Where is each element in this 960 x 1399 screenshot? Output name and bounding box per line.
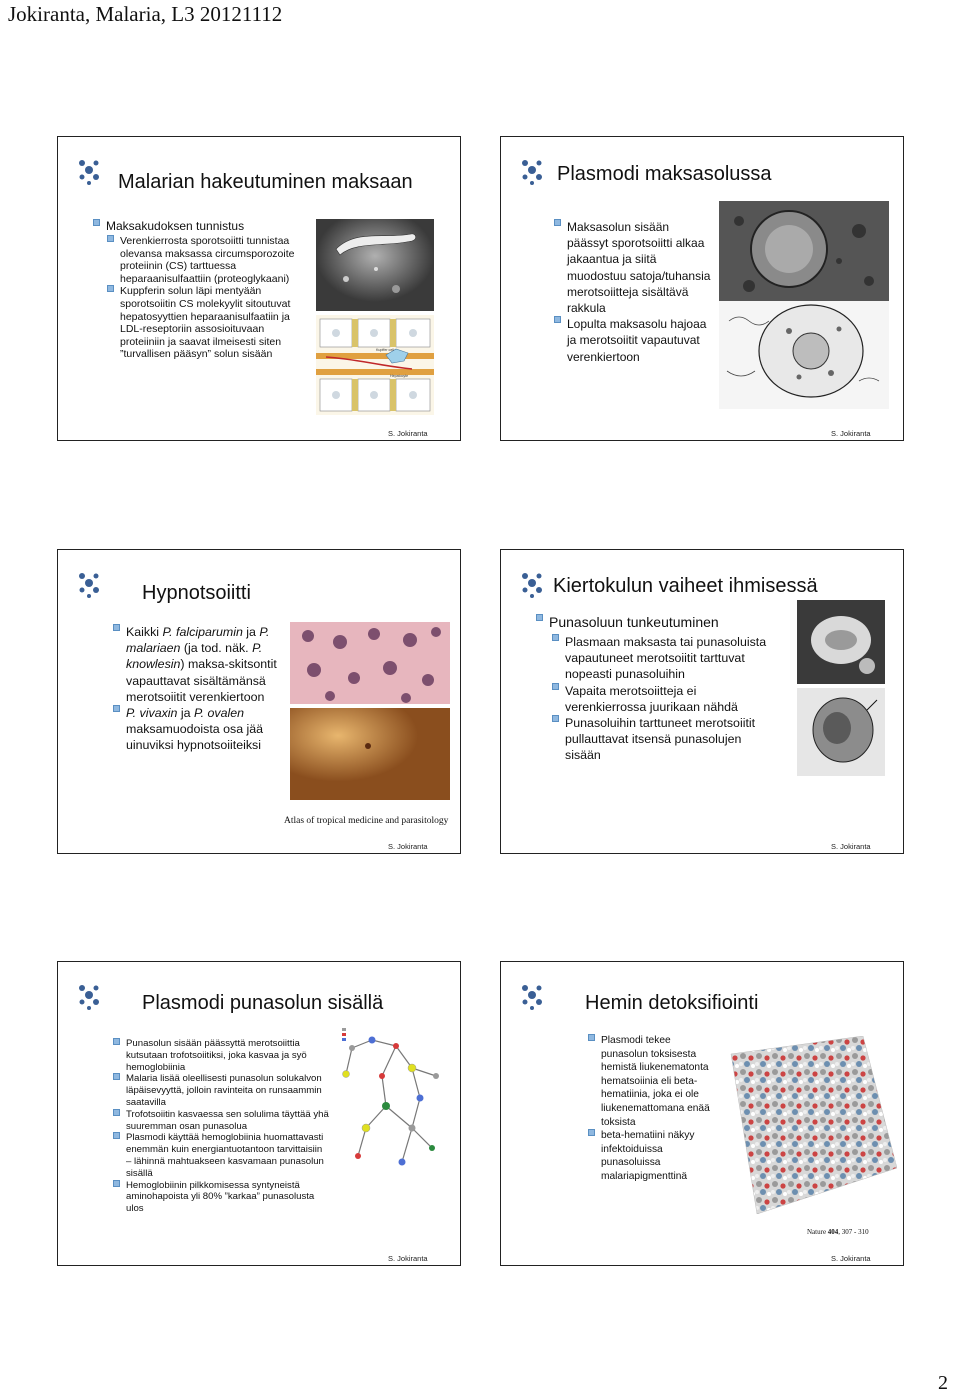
bullet-level1: beta-hematiini näkyy infektoiduissa punasoluissa malariapigmenttinä xyxy=(587,1129,717,1183)
slide-title: Plasmodi punasolun sisällä xyxy=(142,992,384,1014)
slide-bullets xyxy=(112,624,290,754)
bullet-level1: Kaikki P. falciparumin ja P. malariaen (ja tod. näk. P. knowlesin) maksa-skitsontit vapauttavat sisältämänsä merotsoiitit verenkiertoon xyxy=(112,624,290,705)
bullet-level1: Hemoglobiinin pilkkomisessa syntyneistä aminohapoista yli 80% ”karkaa” punasolusta ulos xyxy=(112,1180,330,1215)
figure-caption: Atlas of tropical medicine and parasitology xyxy=(284,816,449,826)
bullet-level2: Plasmaan maksasta tai punasoluista vapautuneet merotsoiitit tarttuvat nopeasti punasoluihin xyxy=(551,634,775,683)
bullet-level2: Verenkierrosta sporotsoiitti tunnistaa olevansa maksassa circumsporozoite proteiinin (CS) tarttuessa heparaanisulfaattiin (proteoglykaani) xyxy=(106,235,312,285)
bullet-level1: Maksasolun sisään päässyt sporotsoiitti alkaa jakaantua ja siitä muodostuu satoja/tuhansia merotsoiitteja sisältävä rakkula xyxy=(553,219,713,316)
slide-hypnotsoiitti xyxy=(57,549,461,854)
slide-title: Plasmodi maksasolussa xyxy=(557,163,772,185)
slide-bullets xyxy=(553,219,713,365)
sporozoite-micrograph-diagram xyxy=(316,219,434,415)
bullet-level2: Punasoluihin tarttuneet merotsoiitit pullauttavat itsensä punasolujen sisään xyxy=(551,715,775,764)
slide-title: Hemin detoksifiointi xyxy=(585,992,759,1014)
slide-bullets xyxy=(587,1034,717,1184)
slide-author: S. Jokiranta xyxy=(831,429,871,438)
bullet-level1: Maksakudoksen tunnistus xyxy=(92,219,312,233)
university-logo-icon xyxy=(515,155,549,189)
bullet-level1: Plasmodi käyttää hemoglobiinia huomattavasti enemmän kuin energiantuotantoon tarvittaisiin – lähinnä mahtuakseen kasvamaan punasolun sisällä xyxy=(112,1132,330,1179)
page-number: 2 xyxy=(938,1372,948,1394)
slide-author: S. Jokiranta xyxy=(831,842,871,851)
university-logo-icon xyxy=(72,155,106,189)
liver-cell-micrographs xyxy=(719,201,889,409)
hemozoin-crystal-structure xyxy=(723,1036,897,1214)
merozoite-invasion-micrographs xyxy=(797,600,885,776)
slide-author: S. Jokiranta xyxy=(388,429,428,438)
figure-label: Kupffer cell xyxy=(376,348,394,352)
slide-kiertokulun-vaiheet xyxy=(500,549,904,854)
page-header: Jokiranta, Malaria, L3 20121112 xyxy=(8,2,283,26)
bullet-level1: Punasolun sisään päässyttä merotsoiittia kutsutaan trofotsoiitiksi, joka kasvaa ja syö hemoglobiinia xyxy=(112,1038,330,1073)
bullet-level1: Malaria lisää oleellisesti punasolun solukalvon läpäisevyyttä, jolloin ravinteita on runsaammin saatavilla xyxy=(112,1073,330,1108)
bullet-level1: Trofotsoiitin kasvaessa sen solulima täyttää yhä suuremman osan punasolua xyxy=(112,1109,330,1133)
slide-plasmodi-maksasolussa xyxy=(500,136,904,441)
slide-malarian-hakeutuminen xyxy=(57,136,461,441)
citation: Nature 404, 307 - 310 xyxy=(807,1228,869,1236)
slide-title: Kiertokulun vaiheet ihmisessä xyxy=(553,575,818,597)
slide-bullets xyxy=(92,219,312,361)
bullet-level1: Punasoluun tunkeutuminen xyxy=(535,614,797,631)
university-logo-icon xyxy=(72,980,106,1014)
slide-author: S. Jokiranta xyxy=(831,1254,871,1263)
slide-bullets xyxy=(112,1038,330,1215)
slide-title: Malarian hakeutuminen maksaan xyxy=(118,171,413,193)
bullet-level1: Lopulta maksasolu hajoaa ja merotsoiitit vapautuvat verenkiertoon xyxy=(553,316,713,365)
slide-plasmodi-punasolun-sisalla xyxy=(57,961,461,1266)
slide-author: S. Jokiranta xyxy=(388,1254,428,1263)
molecular-structure-diagram xyxy=(336,1028,448,1178)
university-logo-icon xyxy=(72,568,106,602)
slide-bullets xyxy=(535,614,797,764)
slide-author: S. Jokiranta xyxy=(388,842,428,851)
university-logo-icon xyxy=(515,980,549,1014)
slide-hemin-detoksifiointi xyxy=(500,961,904,1266)
hypnozoite-micrographs xyxy=(290,622,450,800)
bullet-level2: Vapaita merotsoiitteja ei verenkierrossa juurikaan nähdä xyxy=(551,683,775,715)
figure-label: Hepatocyte xyxy=(390,374,409,378)
bullet-level1: P. vivaxin ja P. ovalen maksamuodoista osa jää uinuviksi hypnotsoiiteiksi xyxy=(112,705,290,754)
slide-title: Hypnotsoiitti xyxy=(142,582,251,604)
university-logo-icon xyxy=(515,568,549,602)
bullet-level2: Kuppferin solun läpi mentyään sporotsoiitin CS molekyylit sitoutuvat hepatosyyttien heparaanisulfaatiin ja LDL-reseptoriin assosioituvaan proteiiniin ja saavat ilmeisesti siten ”turvallisen pääsyn” solun sisään xyxy=(106,285,312,361)
bullet-level1: Plasmodi tekee punasolun toksisesta hemistä liukenematonta hematsoiinia eli beta-hematiinia, joka ei ole liukenemattomana enää toksista xyxy=(587,1034,717,1129)
